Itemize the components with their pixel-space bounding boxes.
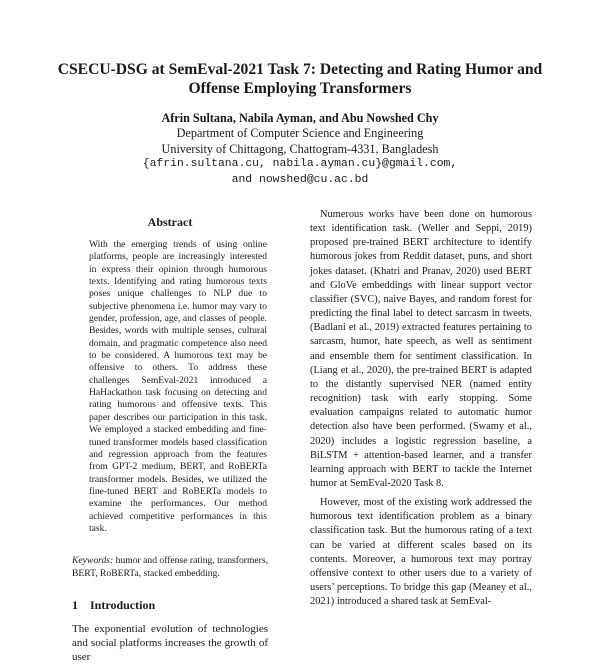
affiliation-department: Department of Computer Science and Engineering <box>176 126 424 141</box>
title-line-1: CSECU-DSG at SemEval-2021 Task 7: Detecting and Rating Humor and <box>57 61 543 78</box>
right-column <box>310 208 532 609</box>
introduction-text: The exponential evolution of technologies and social platforms increases the growth of user <box>72 622 268 663</box>
paper-title <box>40 60 560 98</box>
author-emails-line-2: and nowshed@cu.ac.bd <box>231 173 369 186</box>
keywords-text: humor and offense rating, transformers, BERT, RoBERTa, stacked embedding. <box>72 555 268 579</box>
abstract-text: With the emerging trends of using online platforms, people are increasingly interested in express their opinion through humorous texts. Identifying and rating humorous texts poses unique challenges to NLP due to subjective phenomena i.e. humor may vary to gender, profession, age, and classes of people. Besides, words with multiple senses, cultural domain, and pragmatic competence also need to be considered. A humorous text may be offensive to others. To address these challenges SemEval-2021 introduced a HaHackathon task focusing on detecting and rating humorous and offensive texts. This paper describes our participation in this task. We employed a stacked embedding and fine-tuned transformer models based classification and regression approach from the features from GPT-2 medium, BERT, and RoBERTa transformer models. Besides, we utilized the fine-tuned BERT and RoBERTa models to examine the performances. Our method achieved competitive performances in this task. <box>89 239 267 534</box>
keywords-label: Keywords: <box>72 555 114 567</box>
author-names: Afrin Sultana, Nabila Ayman, and Abu Nowshed Chy <box>161 111 439 125</box>
author-block <box>60 111 540 188</box>
right-paragraph-2: However, most of the existing work addressed the humorous text identification problem as a binary classification task. But the humorous rating of a text can be varied at different scales based on its contents. Moreover, a humorous text may portray offensive context to other users due to a variety of users’ perceptions. To bridge this gap (Meaney et al., 2021) introduced a shared task at SemEval- <box>310 497 532 608</box>
right-paragraph-1: Numerous works have been done on humorous text identification task. (Weller and Seppi, 2019) proposed pre-trained BERT architecture to identify humorous jokes from Reddit dataset, puns, and short jokes dataset. (Khatri and Pranav, 2020) used BERT and GloVe embeddings with linear support vector classifier (SVC), naive Bayes, and random forest for predicting the final label to detect sarcasm in tweets. (Badlani et al., 2019) extracted features pertaining to sarcasm, humor, hate speech, as well as sentiment and ensemble them for sentiment classification. In (Liang et al., 2020), the pre-trained BERT is adapted to the distantly supervised NER (named entity recognition) task with early stopping. Some evaluation campaigns related to automatic humor detection also have been performed. (Swamy et al., 2020) includes a logistic regression baseline, a BiLSTM + attention-based learner, and a transfer learning approach with BERT to tackle the Internet humor at SemEval-2020 Task 8. <box>310 209 532 489</box>
author-emails-line-1: {afrin.sultana.cu, nabila.ayman.cu}@gmail.com, <box>142 158 458 171</box>
title-line-2: Offense Employing Transformers <box>188 80 412 97</box>
keywords <box>72 555 268 580</box>
abstract-heading: Abstract <box>147 215 193 229</box>
section-number: 1 <box>72 597 78 612</box>
section-title: Introduction <box>90 597 156 612</box>
introduction-heading <box>72 598 268 613</box>
left-column <box>72 208 268 664</box>
affiliation-university: University of Chittagong, Chattogram-4331, Bangladesh <box>161 141 439 156</box>
